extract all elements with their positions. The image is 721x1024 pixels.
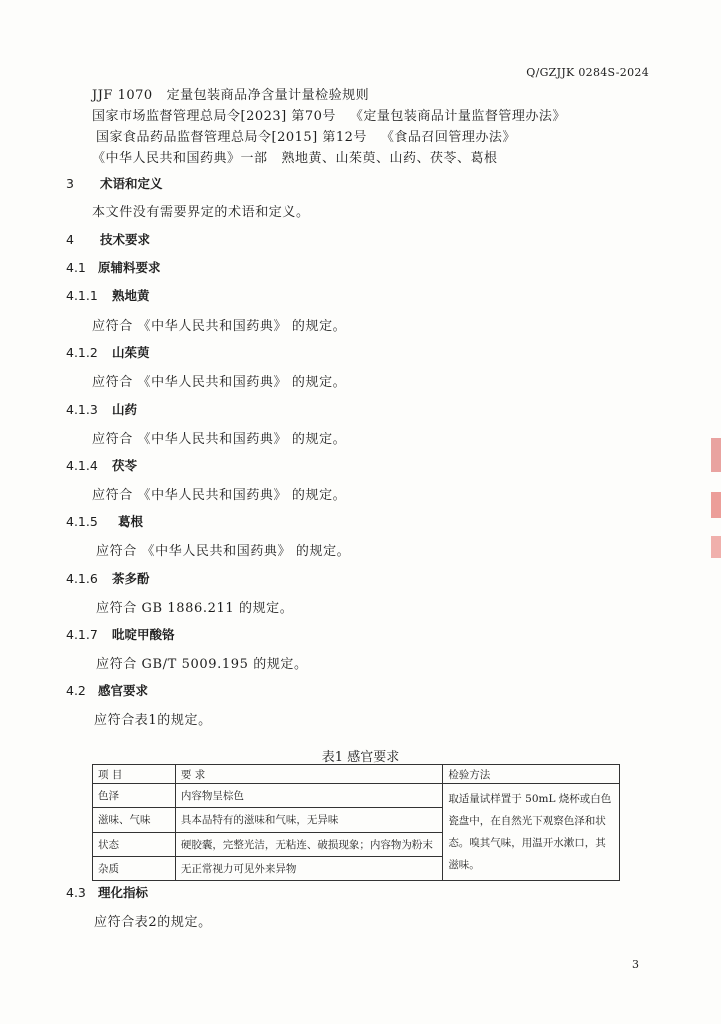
item-text: 应符合 《中华人民共和国药典》 的规定。: [92, 488, 347, 503]
item-text: 应符合 《中华人民共和国药典》 的规定。: [92, 375, 347, 390]
item-heading: 4.1.4 茯苓: [66, 458, 138, 473]
item-text: 应符合 《中华人民共和国药典》 的规定。: [92, 319, 347, 334]
section-heading-4: 4 技术要求: [66, 232, 151, 247]
seal-edge-mark: [711, 438, 721, 472]
item-heading: 4.1.1 熟地黄: [66, 288, 150, 303]
table-cell: 色泽: [93, 784, 176, 808]
table-cell: 无正常视力可见外来异物: [175, 856, 442, 880]
reference-line: JJF 1070 定量包装商品净含量计量检验规则: [92, 88, 370, 103]
section-text: 应符合表1的规定。: [94, 713, 212, 728]
section-heading-4-1: 4.1 原辅料要求: [66, 260, 161, 275]
table-header-cell: 要 求: [175, 765, 442, 784]
item-heading: 4.1.6 茶多酚: [66, 571, 150, 586]
table-header-cell: 项 目: [93, 765, 176, 784]
section-heading-3: 3 术语和定义: [66, 176, 163, 191]
seal-edge-mark: [711, 492, 721, 518]
reference-line: 《中华人民共和国药典》一部 熟地黄、山茱萸、山药、茯苓、葛根: [92, 151, 498, 166]
item-heading: 4.1.7 吡啶甲酸铬: [66, 627, 175, 642]
reference-line: 国家食品药品监督管理总局令[2015] 第12号 《食品召回管理办法》: [96, 130, 516, 145]
table-header-row: [93, 765, 620, 784]
item-heading: 4.1.5 葛根: [66, 514, 144, 529]
table-cell: 状态: [93, 832, 176, 856]
table-row: [93, 784, 620, 808]
table-cell: 杂质: [93, 856, 176, 880]
section-heading-4-3: 4.3 理化指标: [66, 885, 149, 900]
table-cell: 具本品特有的滋味和气味，无异味: [175, 808, 442, 832]
table-cell: 硬胶囊，完整光洁，无粘连、破损现象；内容物为粉末: [175, 832, 442, 856]
seal-edge-mark: [711, 536, 721, 558]
item-text: 应符合 GB 1886.211 的规定。: [96, 601, 294, 616]
table-caption: 表1 感官要求: [321, 750, 400, 765]
item-heading: 4.1.2 山茱萸: [66, 345, 150, 360]
item-heading: 4.1.3 山药: [66, 402, 138, 417]
item-text: 应符合 《中华人民共和国药典》 的规定。: [92, 432, 347, 447]
section-text: 本文件没有需要界定的术语和定义。: [92, 205, 310, 220]
table-cell: 内容物呈棕色: [175, 784, 442, 808]
item-text: 应符合 《中华人民共和国药典》 的规定。: [96, 544, 351, 559]
method-cell: 取适量试样置于 50mL 烧杯或白色瓷盘中，在自然光下观察色泽和状态。嗅其气味，用温开水漱口，其滋味。: [443, 784, 620, 881]
sensory-table: [92, 764, 620, 881]
section-text: 应符合表2的规定。: [94, 915, 212, 930]
doc-code: Q/GZJJK 0284S-2024: [526, 66, 649, 79]
table-cell: 滋味、气味: [93, 808, 176, 832]
table-header-cell: 检验方法: [443, 765, 620, 784]
section-heading-4-2: 4.2 感官要求: [66, 683, 149, 698]
page-number: 3: [632, 958, 639, 971]
reference-line: 国家市场监督管理总局令[2023] 第70号 《定量包装商品计量监督管理办法》: [92, 109, 566, 124]
item-text: 应符合 GB/T 5009.195 的规定。: [96, 657, 308, 672]
